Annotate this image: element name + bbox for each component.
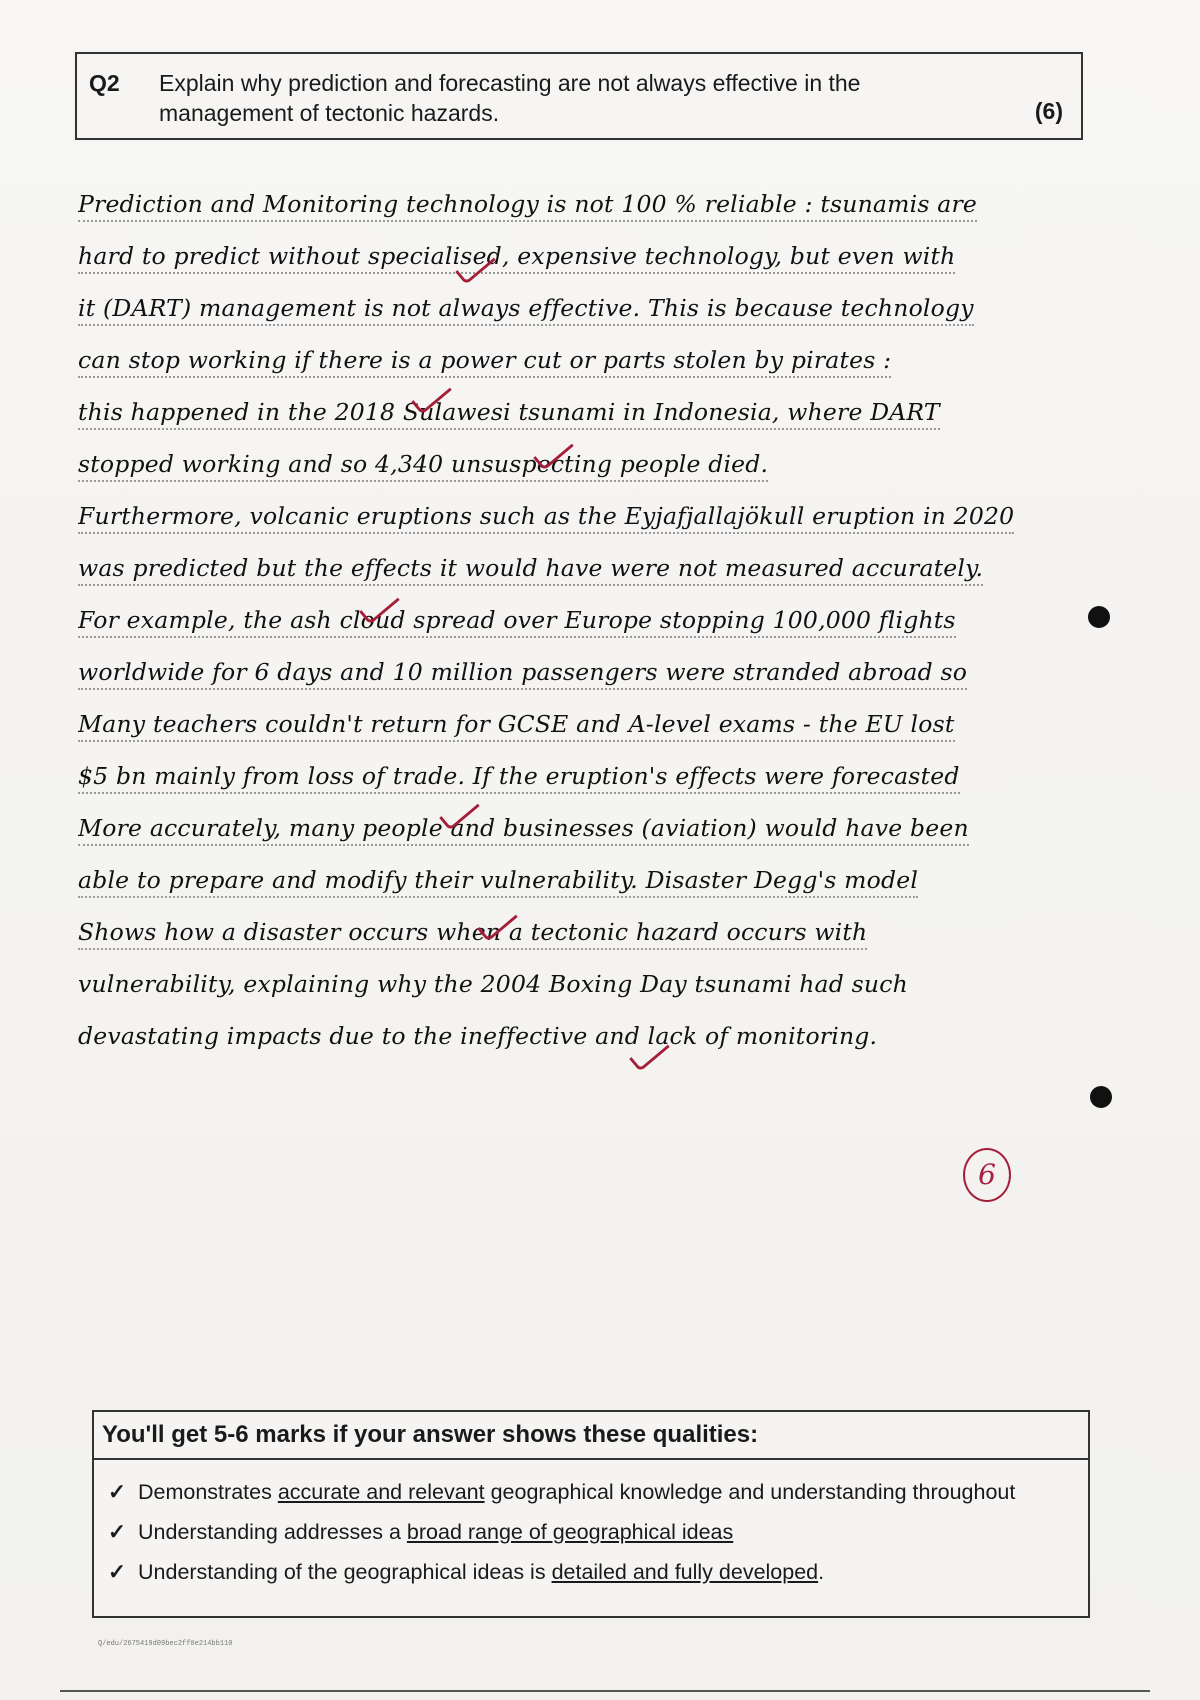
answer-line: hard to predict without specialised, expensive technology, but even with [78, 230, 1108, 282]
margin-dot-icon [1090, 1086, 1112, 1108]
answer-line: More accurately, many people and businesses (aviation) would have been [78, 802, 1108, 854]
answer-line: Furthermore, volcanic eruptions such as the Eyjafjallajökull eruption in 2020 [78, 490, 1108, 542]
margin-dot-icon [1088, 606, 1110, 628]
question-text: Explain why prediction and forecasting are not always effective in the management of tectonic hazards. [159, 70, 861, 126]
checkmark-icon: ✓ [108, 1520, 127, 1544]
criteria-item: ✓ Understanding addresses a broad range of geographical ideas [108, 1512, 1088, 1552]
question-box [75, 52, 1083, 140]
criteria-item: ✓ Understanding of the geographical ideas is detailed and fully developed. [108, 1552, 1088, 1592]
page-bottom-rule [60, 1690, 1150, 1692]
answer-line: Many teachers couldn't return for GCSE and A-level exams - the EU lost [78, 698, 1108, 750]
answer-line: was predicted but the effects it would have were not measured accurately. [78, 542, 1108, 594]
question-marks: (6) [1034, 98, 1063, 124]
answer-line: able to prepare and modify their vulnerability. Disaster Degg's model [78, 854, 1108, 906]
checkmark-icon: ✓ [108, 1480, 127, 1504]
footer-code: Q/edu/2675419d09bec2ff0e214bb110 [98, 1640, 233, 1648]
answer-line: vulnerability, explaining why the 2004 Boxing Day tsunami had such [78, 970, 908, 998]
answer-line: Prediction and Monitoring technology is not 100 % reliable : tsunamis are [78, 178, 1108, 230]
answer-line: devastating impacts due to the ineffective and lack of monitoring. [78, 1022, 878, 1050]
answer-line: this happened in the 2018 Sulawesi tsunami in Indonesia, where DART [78, 386, 1108, 438]
answer-line: $5 bn mainly from loss of trade. If the eruption's effects were forecasted [78, 750, 1108, 802]
criteria-item: ✓ Demonstrates accurate and relevant geographical knowledge and understanding throughout [108, 1472, 1088, 1512]
checkmark-icon: ✓ [108, 1560, 127, 1584]
answer-line: can stop working if there is a power cut or parts stolen by pirates : [78, 334, 1108, 386]
mark-criteria-box [92, 1410, 1090, 1618]
criteria-list [94, 1460, 1088, 1592]
handwritten-answer [78, 178, 1108, 1062]
question-number: Q2 [89, 70, 120, 96]
answer-line: stopped working and so 4,340 unsuspecting people died. [78, 438, 1108, 490]
answer-line: For example, the ash cloud spread over Europe stopping 100,000 flights [78, 594, 1108, 646]
answer-line: Shows how a disaster occurs when a tectonic hazard occurs with [78, 906, 1108, 958]
answer-line: it (DART) management is not always effective. This is because technology [78, 282, 1108, 334]
grade-circle: 6 [963, 1148, 1011, 1202]
answer-line: worldwide for 6 days and 10 million passengers were stranded abroad so [78, 646, 1108, 698]
criteria-heading: You'll get 5-6 marks if your answer shows these qualities: [94, 1412, 1088, 1460]
